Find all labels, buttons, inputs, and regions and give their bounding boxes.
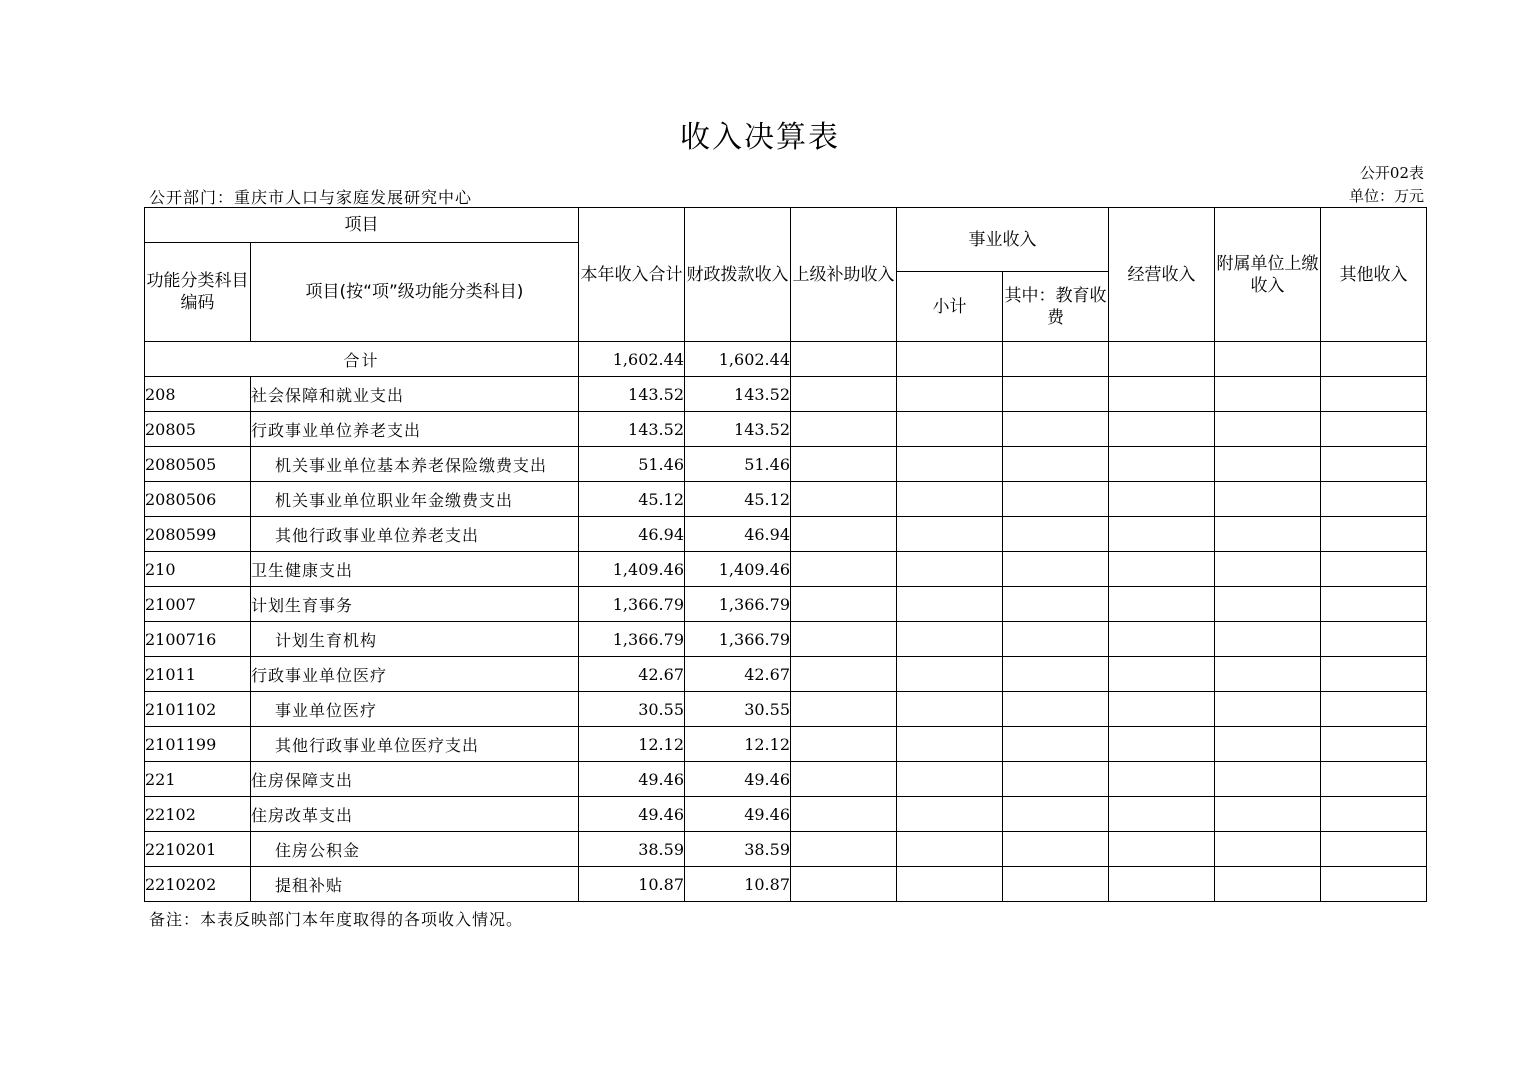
function-code-cell: 21011: [145, 657, 251, 692]
empty-cell: [1215, 517, 1321, 552]
fiscal-appropriation-cell: 10.87: [685, 867, 791, 902]
empty-cell: [791, 657, 897, 692]
empty-cell: [897, 727, 1003, 762]
empty-cell: [1215, 587, 1321, 622]
item-name-cell: 计划生育事务: [251, 587, 579, 622]
empty-cell: [897, 517, 1003, 552]
header-business-income: 事业收入: [897, 208, 1109, 272]
item-name-cell: 计划生育机构: [251, 622, 579, 657]
empty-cell: [1003, 657, 1109, 692]
table-row: [145, 797, 1427, 832]
total-income-cell: 10.87: [579, 867, 685, 902]
empty-cell: [1321, 517, 1427, 552]
empty-cell: [791, 412, 897, 447]
empty-cell: [897, 657, 1003, 692]
function-code-cell: 2210202: [145, 867, 251, 902]
total-income-cell: 51.46: [579, 447, 685, 482]
item-name-cell: 提租补贴: [251, 867, 579, 902]
table-row: [145, 762, 1427, 797]
empty-cell: [1321, 447, 1427, 482]
total-row: [145, 342, 1427, 377]
total-income-cell: 42.67: [579, 657, 685, 692]
fiscal-appropriation-cell: 30.55: [685, 692, 791, 727]
empty-cell: [1003, 727, 1109, 762]
empty-cell: [791, 342, 897, 377]
empty-cell: [1321, 377, 1427, 412]
header-education-fee: 其中：教育收费: [1003, 272, 1109, 342]
item-name-cell: 行政事业单位医疗: [251, 657, 579, 692]
item-name-cell: 其他行政事业单位医疗支出: [251, 727, 579, 762]
function-code-cell: 2080505: [145, 447, 251, 482]
header-total-income: 本年收入合计: [579, 208, 685, 342]
empty-cell: [1109, 692, 1215, 727]
empty-cell: [791, 377, 897, 412]
function-code-cell: 2101102: [145, 692, 251, 727]
empty-cell: [1109, 657, 1215, 692]
footnote: 备注：本表反映部门本年度取得的各项收入情况。: [149, 910, 524, 929]
empty-cell: [791, 762, 897, 797]
empty-cell: [1321, 342, 1427, 377]
empty-cell: [791, 622, 897, 657]
empty-cell: [791, 867, 897, 902]
function-code-cell: 208: [145, 377, 251, 412]
table-row: [145, 552, 1427, 587]
table-row: [145, 657, 1427, 692]
fiscal-appropriation-cell: 1,409.46: [685, 552, 791, 587]
empty-cell: [1003, 482, 1109, 517]
empty-cell: [1003, 587, 1109, 622]
empty-cell: [1109, 832, 1215, 867]
table-row: [145, 692, 1427, 727]
report-title: 收入决算表: [680, 120, 840, 155]
empty-cell: [791, 832, 897, 867]
unit-label: 单位：万元: [1348, 187, 1424, 205]
item-name-cell: 行政事业单位养老支出: [251, 412, 579, 447]
table-row: [145, 412, 1427, 447]
empty-cell: [1321, 622, 1427, 657]
function-code-cell: 2100716: [145, 622, 251, 657]
fiscal-appropriation-cell: 38.59: [685, 832, 791, 867]
empty-cell: [791, 482, 897, 517]
empty-cell: [1215, 342, 1321, 377]
function-code-cell: 2080506: [145, 482, 251, 517]
empty-cell: [897, 482, 1003, 517]
item-name-cell: 社会保障和就业支出: [251, 377, 579, 412]
empty-cell: [897, 447, 1003, 482]
empty-cell: [1109, 622, 1215, 657]
function-code-cell: 2101199: [145, 727, 251, 762]
total-income-cell: 46.94: [579, 517, 685, 552]
empty-cell: [1003, 832, 1109, 867]
header-item: 项目: [145, 208, 579, 243]
header-superior-subsidy: 上级补助收入: [791, 208, 897, 342]
empty-cell: [1109, 867, 1215, 902]
empty-cell: [897, 867, 1003, 902]
fiscal-appropriation-cell: 49.46: [685, 797, 791, 832]
empty-cell: [897, 622, 1003, 657]
empty-cell: [897, 377, 1003, 412]
empty-cell: [1003, 622, 1109, 657]
empty-cell: [1321, 552, 1427, 587]
fiscal-appropriation-cell: 12.12: [685, 727, 791, 762]
fiscal-appropriation-cell: 1,366.79: [685, 622, 791, 657]
empty-cell: [1215, 867, 1321, 902]
table-row: [145, 482, 1427, 517]
function-code-cell: 2080599: [145, 517, 251, 552]
empty-cell: [1321, 587, 1427, 622]
empty-cell: [1321, 797, 1427, 832]
total-income-cell: 49.46: [579, 762, 685, 797]
empty-cell: [1003, 552, 1109, 587]
empty-cell: [791, 552, 897, 587]
empty-cell: [1321, 412, 1427, 447]
empty-cell: [897, 832, 1003, 867]
empty-cell: [897, 797, 1003, 832]
empty-cell: [1215, 412, 1321, 447]
item-name-cell: 卫生健康支出: [251, 552, 579, 587]
empty-cell: [1321, 692, 1427, 727]
empty-cell: [1003, 797, 1109, 832]
empty-cell: [1003, 342, 1109, 377]
empty-cell: [1109, 482, 1215, 517]
empty-cell: [897, 692, 1003, 727]
empty-cell: [791, 517, 897, 552]
empty-cell: [1003, 692, 1109, 727]
header-affiliated-income: 附属单位上缴收入: [1215, 208, 1321, 342]
total-income-cell: 45.12: [579, 482, 685, 517]
form-number: 公开02表: [1359, 164, 1424, 182]
empty-cell: [791, 692, 897, 727]
empty-cell: [1003, 517, 1109, 552]
function-code-cell: 2210201: [145, 832, 251, 867]
empty-cell: [1109, 797, 1215, 832]
empty-cell: [791, 447, 897, 482]
table-row: [145, 867, 1427, 902]
item-name-cell: 其他行政事业单位养老支出: [251, 517, 579, 552]
empty-cell: [1109, 517, 1215, 552]
empty-cell: [1215, 552, 1321, 587]
empty-cell: [791, 587, 897, 622]
empty-cell: [1215, 762, 1321, 797]
total-income-cell: 30.55: [579, 692, 685, 727]
header-item-name: 项目(按“项”级功能分类科目): [251, 243, 579, 342]
fiscal-appropriation-cell: 143.52: [685, 412, 791, 447]
header-other-income: 其他收入: [1321, 208, 1427, 342]
table-row: [145, 517, 1427, 552]
table-row: [145, 622, 1427, 657]
header-operating-income: 经营收入: [1109, 208, 1215, 342]
empty-cell: [1321, 832, 1427, 867]
item-name-cell: 事业单位医疗: [251, 692, 579, 727]
empty-cell: [1215, 657, 1321, 692]
total-fiscal-cell: 1,602.44: [685, 342, 791, 377]
empty-cell: [897, 552, 1003, 587]
empty-cell: [1215, 447, 1321, 482]
header-business-subtotal: 小计: [897, 272, 1003, 342]
fiscal-appropriation-cell: 51.46: [685, 447, 791, 482]
empty-cell: [897, 342, 1003, 377]
empty-cell: [791, 727, 897, 762]
empty-cell: [791, 797, 897, 832]
empty-cell: [1215, 832, 1321, 867]
fiscal-appropriation-cell: 46.94: [685, 517, 791, 552]
item-name-cell: 住房改革支出: [251, 797, 579, 832]
fiscal-appropriation-cell: 42.67: [685, 657, 791, 692]
total-income-cell: 12.12: [579, 727, 685, 762]
table-body: [145, 342, 1427, 902]
empty-cell: [1321, 727, 1427, 762]
empty-cell: [1003, 377, 1109, 412]
department-label: 公开部门：重庆市人口与家庭发展研究中心: [149, 188, 473, 207]
empty-cell: [897, 587, 1003, 622]
empty-cell: [1321, 762, 1427, 797]
empty-cell: [897, 762, 1003, 797]
empty-cell: [1109, 552, 1215, 587]
header-function-code: 功能分类科目编码: [145, 243, 251, 342]
total-income-cell: 1,366.79: [579, 587, 685, 622]
empty-cell: [1003, 412, 1109, 447]
item-name-cell: 住房公积金: [251, 832, 579, 867]
table-row: [145, 447, 1427, 482]
fiscal-appropriation-cell: 1,366.79: [685, 587, 791, 622]
total-income-cell: 143.52: [579, 377, 685, 412]
table-header: [145, 208, 1427, 342]
empty-cell: [1109, 412, 1215, 447]
table-row: [145, 727, 1427, 762]
function-code-cell: 21007: [145, 587, 251, 622]
empty-cell: [1215, 377, 1321, 412]
fiscal-appropriation-cell: 143.52: [685, 377, 791, 412]
empty-cell: [1321, 657, 1427, 692]
empty-cell: [1003, 867, 1109, 902]
total-income-cell: 1,409.46: [579, 552, 685, 587]
empty-cell: [1215, 622, 1321, 657]
empty-cell: [1215, 482, 1321, 517]
function-code-cell: 20805: [145, 412, 251, 447]
empty-cell: [1109, 587, 1215, 622]
income-final-accounts-table: [144, 207, 1427, 902]
empty-cell: [1109, 762, 1215, 797]
table-row: [145, 832, 1427, 867]
total-income-cell: 49.46: [579, 797, 685, 832]
total-income-cell: 1,602.44: [579, 342, 685, 377]
table-row: [145, 377, 1427, 412]
fiscal-appropriation-cell: 45.12: [685, 482, 791, 517]
function-code-cell: 22102: [145, 797, 251, 832]
empty-cell: [1215, 692, 1321, 727]
empty-cell: [1215, 797, 1321, 832]
total-income-cell: 143.52: [579, 412, 685, 447]
item-name-cell: 机关事业单位基本养老保险缴费支出: [251, 447, 579, 482]
empty-cell: [1003, 762, 1109, 797]
header-fiscal-appropriation: 财政拨款收入: [685, 208, 791, 342]
function-code-cell: 210: [145, 552, 251, 587]
empty-cell: [1215, 727, 1321, 762]
total-income-cell: 1,366.79: [579, 622, 685, 657]
empty-cell: [1321, 867, 1427, 902]
empty-cell: [1109, 377, 1215, 412]
empty-cell: [1109, 342, 1215, 377]
empty-cell: [1109, 727, 1215, 762]
item-name-cell: 机关事业单位职业年金缴费支出: [251, 482, 579, 517]
total-label: 合计: [145, 342, 579, 377]
table-row: [145, 587, 1427, 622]
empty-cell: [1109, 447, 1215, 482]
empty-cell: [897, 412, 1003, 447]
empty-cell: [1003, 447, 1109, 482]
empty-cell: [1321, 482, 1427, 517]
item-name-cell: 住房保障支出: [251, 762, 579, 797]
fiscal-appropriation-cell: 49.46: [685, 762, 791, 797]
total-income-cell: 38.59: [579, 832, 685, 867]
function-code-cell: 221: [145, 762, 251, 797]
